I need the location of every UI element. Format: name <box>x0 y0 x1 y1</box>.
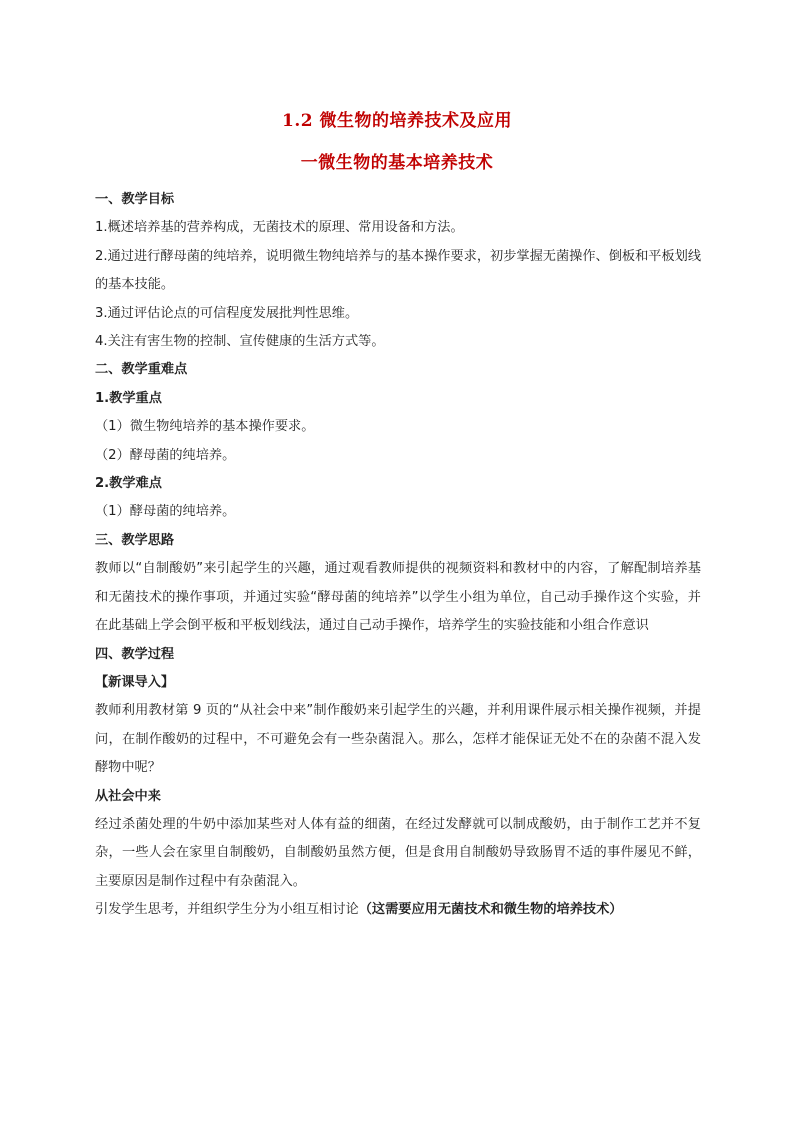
discussion-line <box>95 896 701 924</box>
key-points-subheading: 1.教学重点 <box>95 390 162 406</box>
difficult-point-1: （1）酵母菌的纯培养。 <box>95 504 236 520</box>
from-society-heading: 从社会中来 <box>95 788 161 804</box>
new-lesson-intro-text: 教师利用教材第 9 页的“从社会中来”制作酸奶来引起学生的兴趣，并利用课件展示相关操作视频，并提问，在制作酸奶的过程中，不可避免会有一些杂菌混入。那么，怎样才能保证无处不在的杂菌不混入发酵物中呢？ <box>95 703 701 776</box>
key-point-2: （2）酵母菌的纯培养。 <box>95 447 236 463</box>
from-society-text: 经过杀菌处理的牛奶中添加某些对人体有益的细菌，在经过发酵就可以制成酸奶，由于制作工艺并不复杂，一些人会在家里自制酸奶，自制酸奶虽然方便，但是食用自制酸奶导致肠胃不适的事件屡见不鲜，主要原因是制作过程中有杂菌混入。 <box>95 816 701 889</box>
page-subtitle: 一微生物的基本培养技术 <box>300 153 494 173</box>
discussion-text: 引发学生思考，并组织学生分为小组互相讨论 <box>95 902 359 918</box>
goal-item-1: 1.概述培养基的营养构成，无菌技术的原理、常用设备和方法。 <box>95 220 464 236</box>
key-point-1: （1）微生物纯培养的基本操作要求。 <box>95 419 315 435</box>
goal-item-3: 3.通过评估论点的可信程度发展批判性思维。 <box>95 305 359 321</box>
goals-heading: 一、教学目标 <box>95 192 175 207</box>
difficult-points-subheading: 2.教学难点 <box>95 476 162 492</box>
teaching-process-heading: 四、教学过程 <box>95 646 175 662</box>
goal-item-2: 2.通过进行酵母菌的纯培养，说明微生物纯培养与的基本操作要求，初步掌握无菌操作、倒板和平板划线的基本技能。 <box>95 248 702 293</box>
discussion-note: （这需要应用无菌技术和微生物的培养技术） <box>358 902 623 918</box>
new-lesson-intro-heading: 【新课导入】 <box>95 674 175 690</box>
page-title: 1.2 微生物的培养技术及应用 <box>282 111 512 131</box>
key-difficult-heading: 二、教学重难点 <box>95 362 188 378</box>
goal-item-4: 4.关注有害生物的控制、宣传健康的生活方式等。 <box>95 334 385 350</box>
teaching-idea-heading: 三、教学思路 <box>95 532 175 548</box>
document-body <box>95 186 701 925</box>
teaching-idea-text: 教师以“自制酸奶”来引起学生的兴趣，通过观看教师提供的视频资料和教材中的内容，了解配制培养基和无菌技术的操作事项，并通过实验“酵母菌的纯培养”以学生小组为单位，自己动手操作这个实验，并在此基础上学会倒平板和平板划线法，通过自己动手操作，培养学生的实验技能和小组合作意识 <box>95 561 701 634</box>
